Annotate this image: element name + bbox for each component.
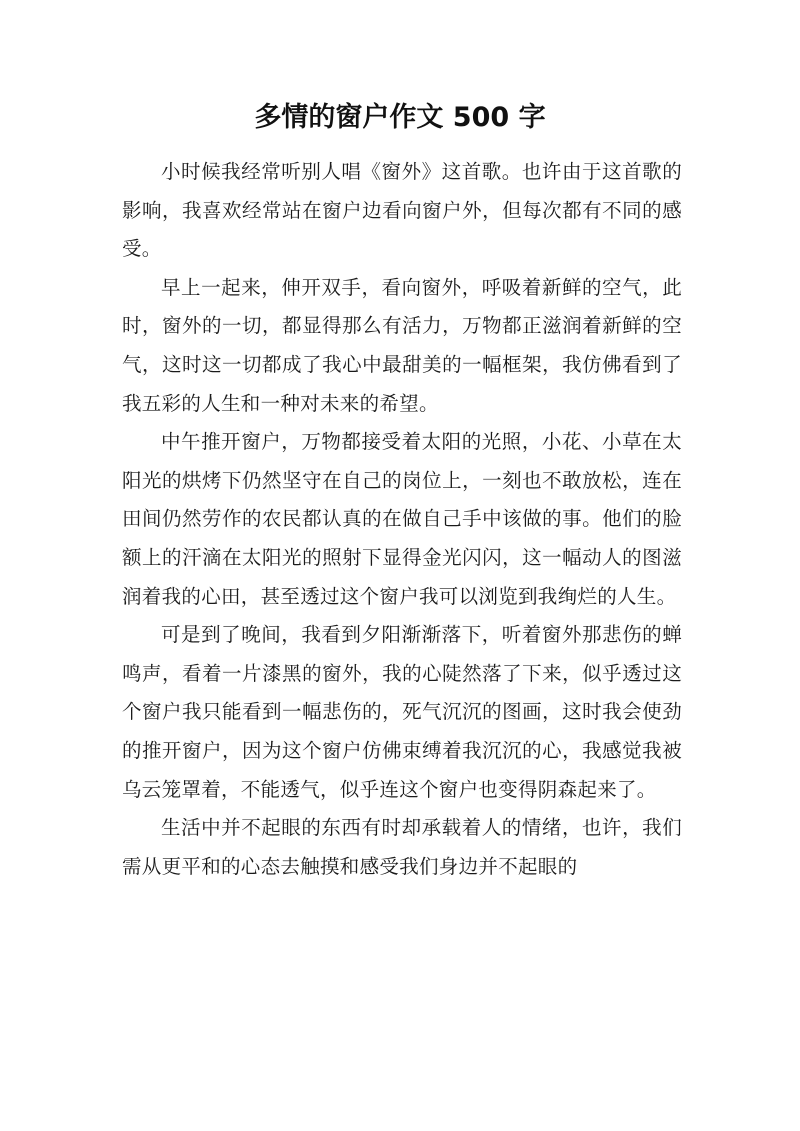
paragraph-2: 早上一起来，伸开双手，看向窗外，呼吸着新鲜的空气，此时，窗外的一切，都显得那么有活力，万物都正滋润着新鲜的空气，这时这一切都成了我心中最甜美的一幅框架，我仿佛看到了我五彩的人生和一种对未来的希望。 bbox=[122, 275, 682, 415]
document-body bbox=[122, 153, 682, 886]
document-title: 多情的窗户作文 500 字 bbox=[254, 102, 546, 133]
paragraph-5: 生活中并不起眼的东西有时却承载着人的情绪，也许，我们需从更平和的心态去触摸和感受我们身边并不起眼的 bbox=[122, 816, 682, 878]
paragraph-4: 可是到了晚间，我看到夕阳渐渐落下，听着窗外那悲伤的蝉鸣声，看着一片漆黑的窗外，我的心陡然落了下来，似乎透过这个窗户我只能看到一幅悲伤的，死气沉沉的图画，这时我会使劲的推开窗户，因为这个窗户仿佛束缚着我沉沉的心，我感觉我被乌云笼罩着，不能透气，似乎连这个窗户也变得阴森起来了。 bbox=[122, 623, 682, 801]
paragraph-1: 小时候我经常听别人唱《窗外》这首歌。也许由于这首歌的影响，我喜欢经常站在窗户边看向窗户外，但每次都有不同的感受。 bbox=[122, 160, 682, 261]
paragraph-3: 中午推开窗户，万物都接受着太阳的光照，小花、小草在太阳光的烘烤下仍然坚守在自己的岗位上，一刻也不敢放松，连在田间仍然劳作的农民都认真的在做自己手中该做的事。他们的脸额上的汗滴在太阳光的照射下显得金光闪闪，这一幅动人的图滋润着我的心田，甚至透过这个窗户我可以浏览到我绚烂的人生。 bbox=[122, 430, 682, 608]
